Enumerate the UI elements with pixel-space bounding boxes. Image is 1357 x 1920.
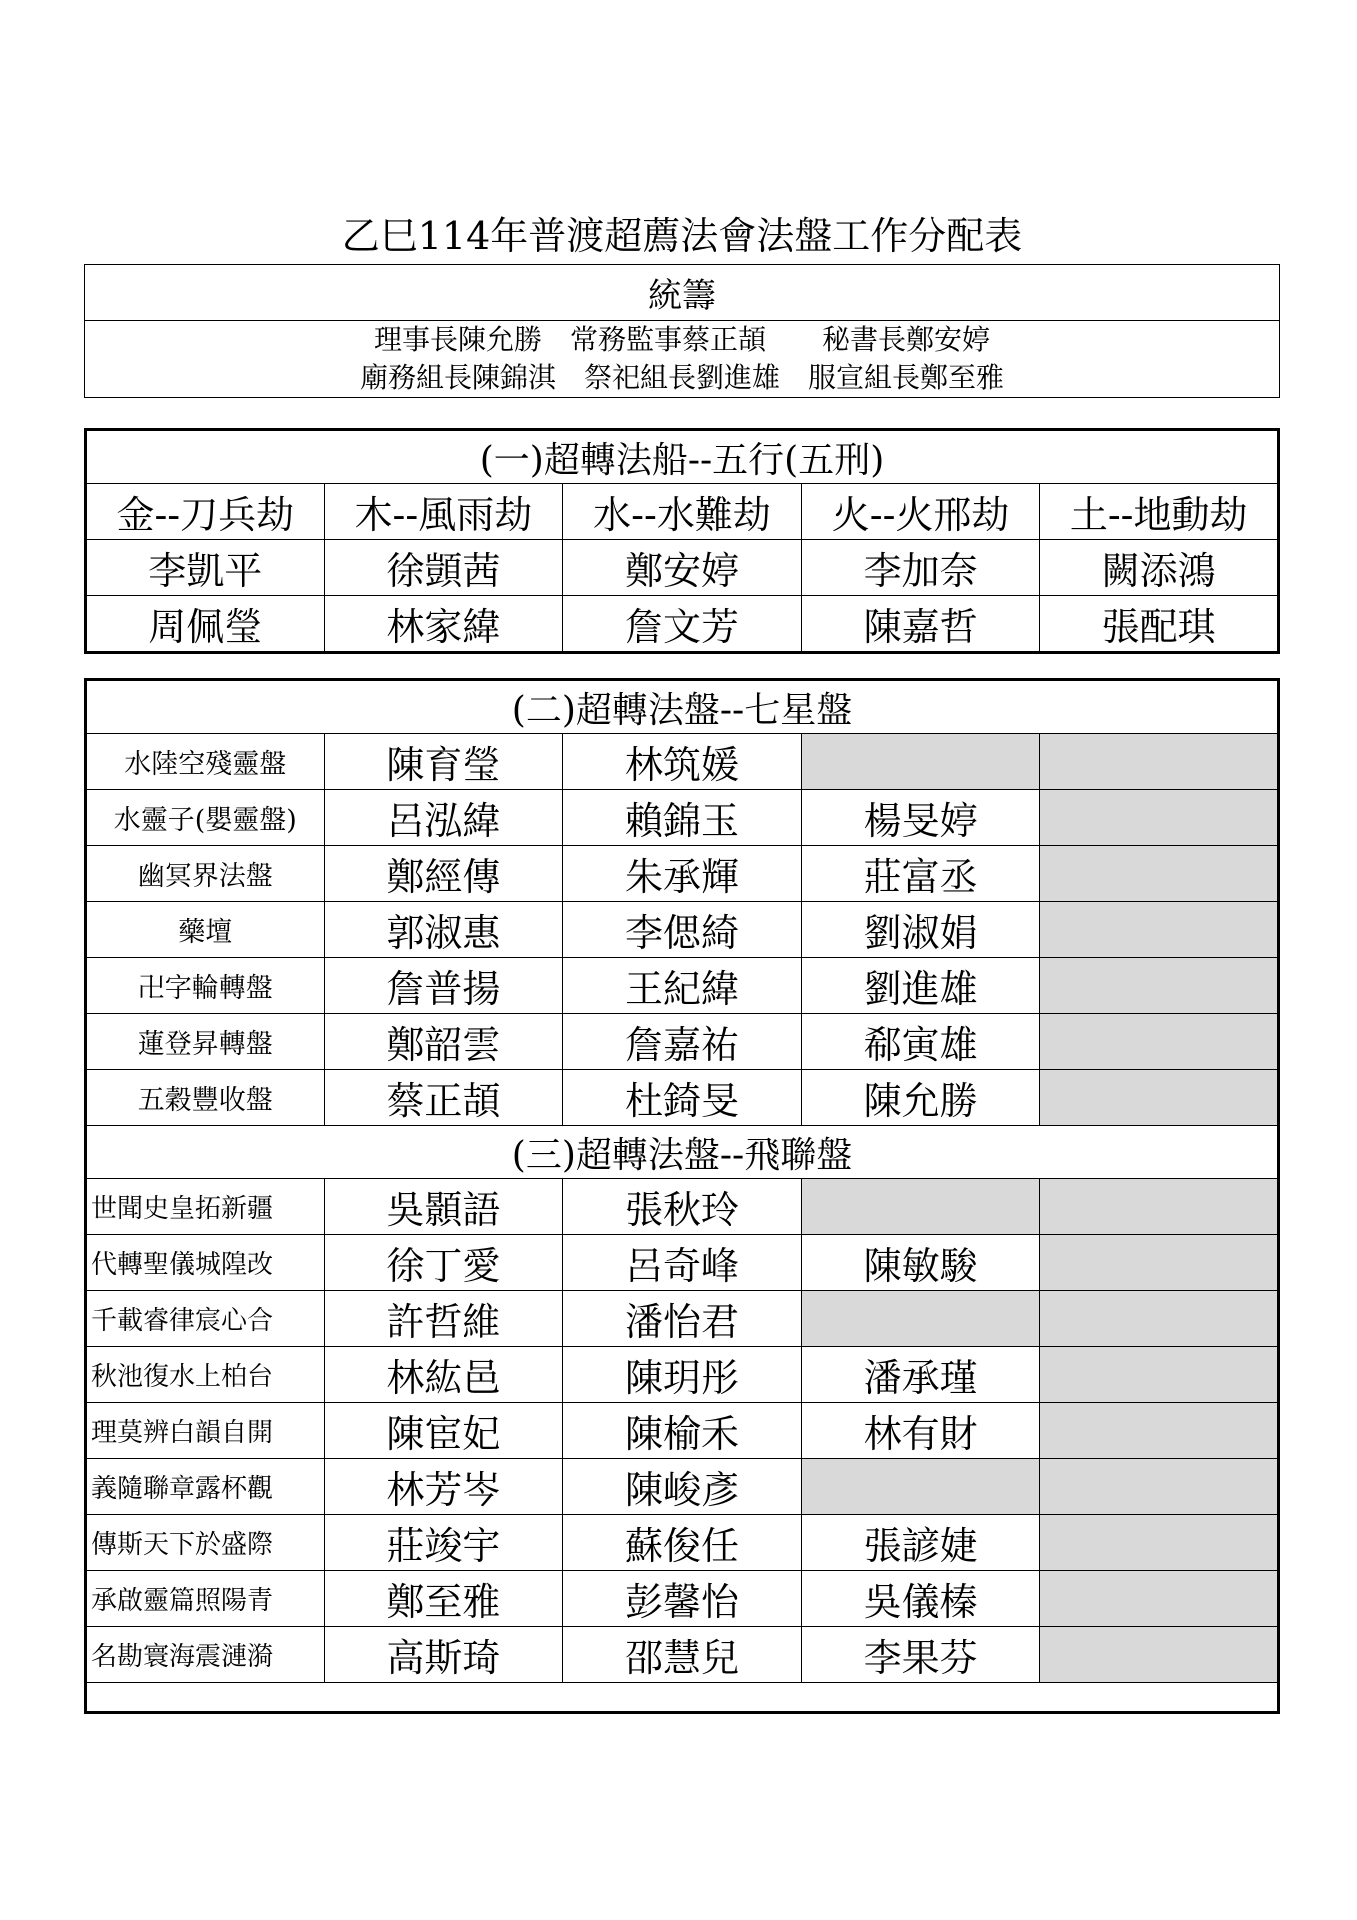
name-cell: 李加奈 xyxy=(801,540,1040,596)
name-cell: 劉進雄 xyxy=(801,958,1040,1014)
name-cell: 王紀緯 xyxy=(563,958,802,1014)
name-cell: 陳宦妃 xyxy=(324,1403,563,1459)
empty-cell xyxy=(1040,790,1279,846)
name-cell: 陳嘉哲 xyxy=(801,596,1040,653)
element-metal: 金--刀兵劫 xyxy=(86,484,325,540)
overall-table xyxy=(84,264,1280,398)
name-cell: 陳玥彤 xyxy=(563,1347,802,1403)
row-label: 理莫辨白韻自開 xyxy=(86,1403,325,1459)
name-cell: 彭馨怡 xyxy=(563,1571,802,1627)
name-cell: 林家緯 xyxy=(324,596,563,653)
name-cell: 張配琪 xyxy=(1040,596,1279,653)
row-label: 水靈子(嬰靈盤) xyxy=(86,790,325,846)
empty-cell xyxy=(1040,1627,1279,1683)
overall-line-1: 理事長陳允勝 常務監事蔡正頡 秘書長鄭安婷 xyxy=(373,323,990,356)
empty-cell xyxy=(801,1459,1040,1515)
overall-header: 統籌 xyxy=(85,265,1280,321)
section-1-header: (一)超轉法船--五行(五刑) xyxy=(86,430,1279,484)
row-label: 世聞史皇拓新疆 xyxy=(86,1179,325,1235)
name-cell: 李凱平 xyxy=(86,540,325,596)
name-cell: 林紘邑 xyxy=(324,1347,563,1403)
name-cell: 徐顗茜 xyxy=(324,540,563,596)
name-cell: 周佩瑩 xyxy=(86,596,325,653)
section-2-header: (二)超轉法盤--七星盤 xyxy=(86,680,1279,734)
name-cell: 鄭至雅 xyxy=(324,1571,563,1627)
name-cell: 李果芬 xyxy=(801,1627,1040,1683)
name-cell: 詹普揚 xyxy=(324,958,563,1014)
empty-cell xyxy=(1040,1571,1279,1627)
row-label: 五穀豐收盤 xyxy=(86,1070,325,1126)
row-label: 代轉聖儀城隍改 xyxy=(86,1235,325,1291)
name-cell: 楊旻婷 xyxy=(801,790,1040,846)
section-2-3-table xyxy=(84,678,1280,1714)
name-cell: 賴錦玉 xyxy=(563,790,802,846)
name-cell: 呂泓緯 xyxy=(324,790,563,846)
name-cell: 鄭韶雲 xyxy=(324,1014,563,1070)
name-cell: 潘承瑾 xyxy=(801,1347,1040,1403)
name-cell: 吳儀榛 xyxy=(801,1571,1040,1627)
row-label: 承啟靈篇照陽青 xyxy=(86,1571,325,1627)
name-cell: 鄭安婷 xyxy=(563,540,802,596)
row-label: 秋池復水上柏台 xyxy=(86,1347,325,1403)
name-cell: 蔡正頡 xyxy=(324,1070,563,1126)
empty-cell xyxy=(1040,1459,1279,1515)
name-cell: 陳允勝 xyxy=(801,1070,1040,1126)
name-cell: 呂奇峰 xyxy=(563,1235,802,1291)
row-label: 千載睿律宸心合 xyxy=(86,1291,325,1347)
empty-cell xyxy=(1040,958,1279,1014)
empty-cell xyxy=(1040,1291,1279,1347)
row-label: 水陸空殘靈盤 xyxy=(86,734,325,790)
name-cell: 朱承輝 xyxy=(563,846,802,902)
name-cell: 張秋玲 xyxy=(563,1179,802,1235)
name-cell: 吳顥語 xyxy=(324,1179,563,1235)
empty-cell xyxy=(1040,1347,1279,1403)
page-title: 乙巳114年普渡超薦法會法盤工作分配表 xyxy=(341,214,1023,258)
empty-cell xyxy=(1040,1070,1279,1126)
name-cell: 郗寅雄 xyxy=(801,1014,1040,1070)
name-cell: 詹嘉祐 xyxy=(563,1014,802,1070)
row-label: 名勘寰海震漣漪 xyxy=(86,1627,325,1683)
element-wood: 木--風雨劫 xyxy=(324,484,563,540)
empty-cell xyxy=(801,1179,1040,1235)
empty-cell xyxy=(1040,846,1279,902)
empty-cell xyxy=(1040,1403,1279,1459)
overall-members xyxy=(85,321,1280,398)
empty-cell xyxy=(1040,1014,1279,1070)
empty-cell xyxy=(1040,734,1279,790)
name-cell: 蘇俊任 xyxy=(563,1515,802,1571)
section-1-table xyxy=(84,428,1280,654)
row-label: 義隨聯章露杯觀 xyxy=(86,1459,325,1515)
name-cell: 許哲維 xyxy=(324,1291,563,1347)
row-label: 藥壇 xyxy=(86,902,325,958)
name-cell: 莊竣宇 xyxy=(324,1515,563,1571)
name-cell: 詹文芳 xyxy=(563,596,802,653)
row-label: 卍字輪轉盤 xyxy=(86,958,325,1014)
empty-cell xyxy=(1040,1235,1279,1291)
name-cell: 闕添鴻 xyxy=(1040,540,1279,596)
row-label: 傳斯天下於盛際 xyxy=(86,1515,325,1571)
name-cell: 徐丁愛 xyxy=(324,1235,563,1291)
name-cell: 林筑媛 xyxy=(563,734,802,790)
name-cell: 陳榆禾 xyxy=(563,1403,802,1459)
empty-cell xyxy=(1040,1515,1279,1571)
element-earth: 土--地動劫 xyxy=(1040,484,1279,540)
empty-cell xyxy=(1040,1179,1279,1235)
name-cell: 林有財 xyxy=(801,1403,1040,1459)
name-cell: 鄭經傳 xyxy=(324,846,563,902)
name-cell: 林芳岑 xyxy=(324,1459,563,1515)
name-cell: 莊富丞 xyxy=(801,846,1040,902)
name-cell: 陳峻彥 xyxy=(563,1459,802,1515)
name-cell: 邵慧兒 xyxy=(563,1627,802,1683)
name-cell: 李偲綺 xyxy=(563,902,802,958)
name-cell: 杜錡旻 xyxy=(563,1070,802,1126)
name-cell: 郭淑惠 xyxy=(324,902,563,958)
overall-line-2: 廟務組長陳錦淇 祭祀組長劉進雄 服宣組長鄭至雅 xyxy=(359,361,1004,394)
name-cell: 陳敏駿 xyxy=(801,1235,1040,1291)
empty-cell xyxy=(801,1291,1040,1347)
name-cell: 高斯琦 xyxy=(324,1627,563,1683)
row-label: 幽冥界法盤 xyxy=(86,846,325,902)
name-cell: 劉淑娟 xyxy=(801,902,1040,958)
section-3-header: (三)超轉法盤--飛聯盤 xyxy=(86,1126,1279,1179)
footer-row xyxy=(86,1683,1279,1713)
row-label: 蓮登昇轉盤 xyxy=(86,1014,325,1070)
name-cell: 潘怡君 xyxy=(563,1291,802,1347)
empty-cell xyxy=(1040,902,1279,958)
empty-cell xyxy=(801,734,1040,790)
name-cell: 陳育瑩 xyxy=(324,734,563,790)
element-water: 水--水難劫 xyxy=(563,484,802,540)
name-cell: 張諺婕 xyxy=(801,1515,1040,1571)
element-fire: 火--火邢劫 xyxy=(801,484,1040,540)
